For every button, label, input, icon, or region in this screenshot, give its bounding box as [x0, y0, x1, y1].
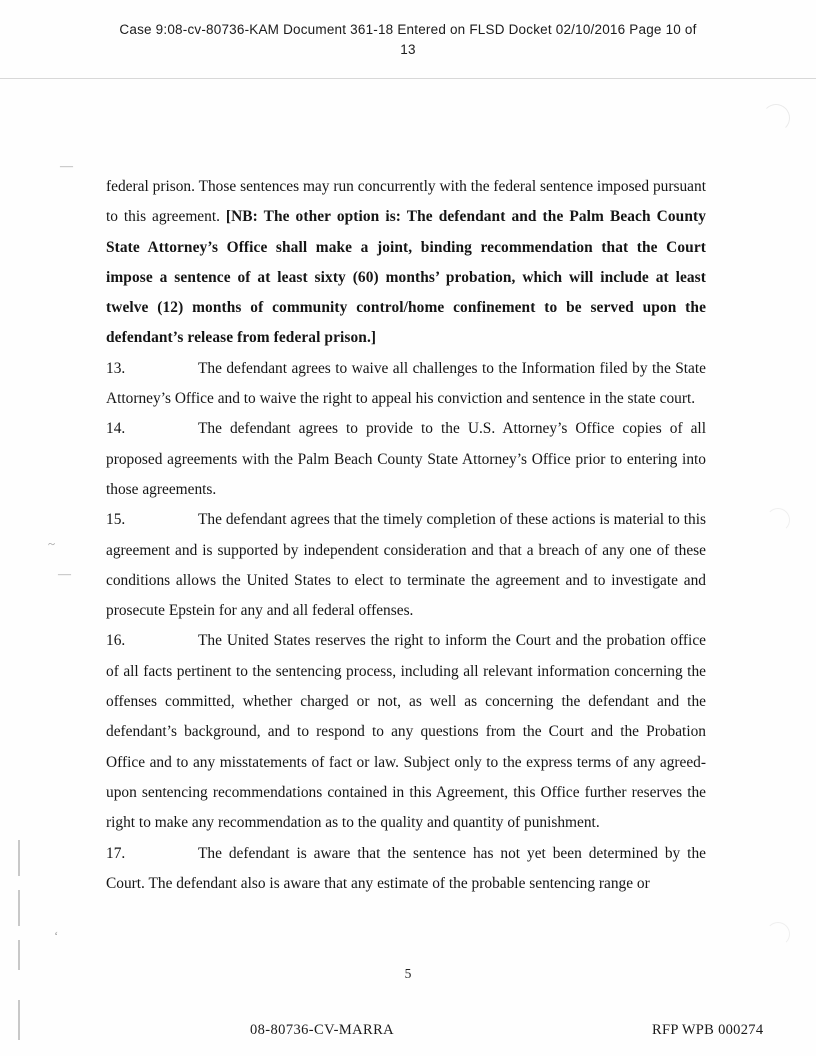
page-number: 5	[404, 966, 412, 981]
document-text-body	[106, 172, 706, 899]
scan-smudge-left-2: ~	[48, 536, 56, 551]
scan-smudge-left-1: —	[60, 158, 73, 173]
paragraph-15	[106, 505, 706, 626]
paragraph-13	[106, 354, 706, 415]
paragraph-continuation	[106, 172, 706, 354]
paragraph-17	[106, 839, 706, 900]
scan-arc-top-right	[762, 104, 790, 132]
paragraph-14-number: 14.	[106, 420, 126, 438]
footer-case-number: 08-80736-CV-MARRA	[250, 1022, 395, 1038]
scan-edge-mark-4	[18, 1000, 20, 1040]
paragraph-17-text: The defendant is aware that the sentence has not yet been determined by the Court. The defendant also is aware that any estimate of the probable sentencing range or	[106, 844, 706, 892]
scan-arc-mid-right	[766, 508, 790, 532]
ecf-header-line-1: Case 9:08-cv-80736-KAM Document 361-18 Entered on FLSD Docket 02/10/2016 Page 10 of	[119, 22, 697, 37]
paragraph-15-number: 15.	[106, 511, 126, 529]
paragraph-continuation-bold-note: [NB: The other option is: The defendant and the Palm Beach County State Attorney’s Office shall make a joint, binding recommendation that the Court impose a sentence of at least sixty (60) months’ probation, which will include at least twelve (12) months of community control/home confinement to be served upon the defendant’s release from federal prison.]	[106, 208, 706, 347]
ecf-header-stamp	[0, 20, 816, 60]
paragraph-16-number: 16.	[106, 632, 126, 650]
scan-arc-lower-right	[766, 922, 790, 946]
paragraph-continuation-text: federal prison. Those sentences may run concurrently with the federal sentence imposed pursuant to this agreement.	[106, 178, 706, 226]
scan-edge-mark-1	[18, 840, 20, 876]
paragraph-16	[106, 626, 706, 838]
header-divider	[0, 78, 816, 79]
scan-smudge-left-4: ‘	[54, 928, 59, 943]
scan-edge-mark-2	[18, 890, 20, 926]
paragraph-16-text: The United States reserves the right to inform the Court and the probation office of all facts pertinent to the sentencing process, including all relevant information concerning the offenses committed, whether charged or not, as well as concerning the defendant and the defendant’s background, and to respond to any questions from the Court and the Probation Office and to any misstatements of fact or law. Subject only to the express terms of any agreed-upon sentencing recommendations contained in this Agreement, this Office further reserves the right to make any recommendation as to the quality and quantity of punishment.	[106, 632, 706, 832]
ecf-header-line-2: 13	[400, 42, 416, 57]
scan-smudge-left-3: —	[58, 566, 71, 581]
paragraph-13-text: The defendant agrees to waive all challenges to the Information filed by the State Attorney’s Office and to waive the right to appeal his conviction and sentence in the state court.	[106, 359, 706, 408]
paragraph-13-number: 13.	[106, 359, 126, 377]
paragraph-15-text: The defendant agrees that the timely completion of these actions is material to this agreement and is supported by independent consideration and that a breach of any one of these conditions allows the United States to elect to terminate the agreement and to investigate and prosecute Epstein for any and all federal offenses.	[106, 511, 706, 620]
paragraph-14-text: The defendant agrees to provide to the U.S. Attorney’s Office copies of all proposed agreements with the Palm Beach County State Attorney’s Office prior to entering into those agreements.	[106, 420, 706, 498]
paragraph-17-number: 17.	[106, 844, 126, 862]
paragraph-14	[106, 414, 706, 505]
footer-bates-number: RFP WPB 000274	[652, 1022, 764, 1038]
